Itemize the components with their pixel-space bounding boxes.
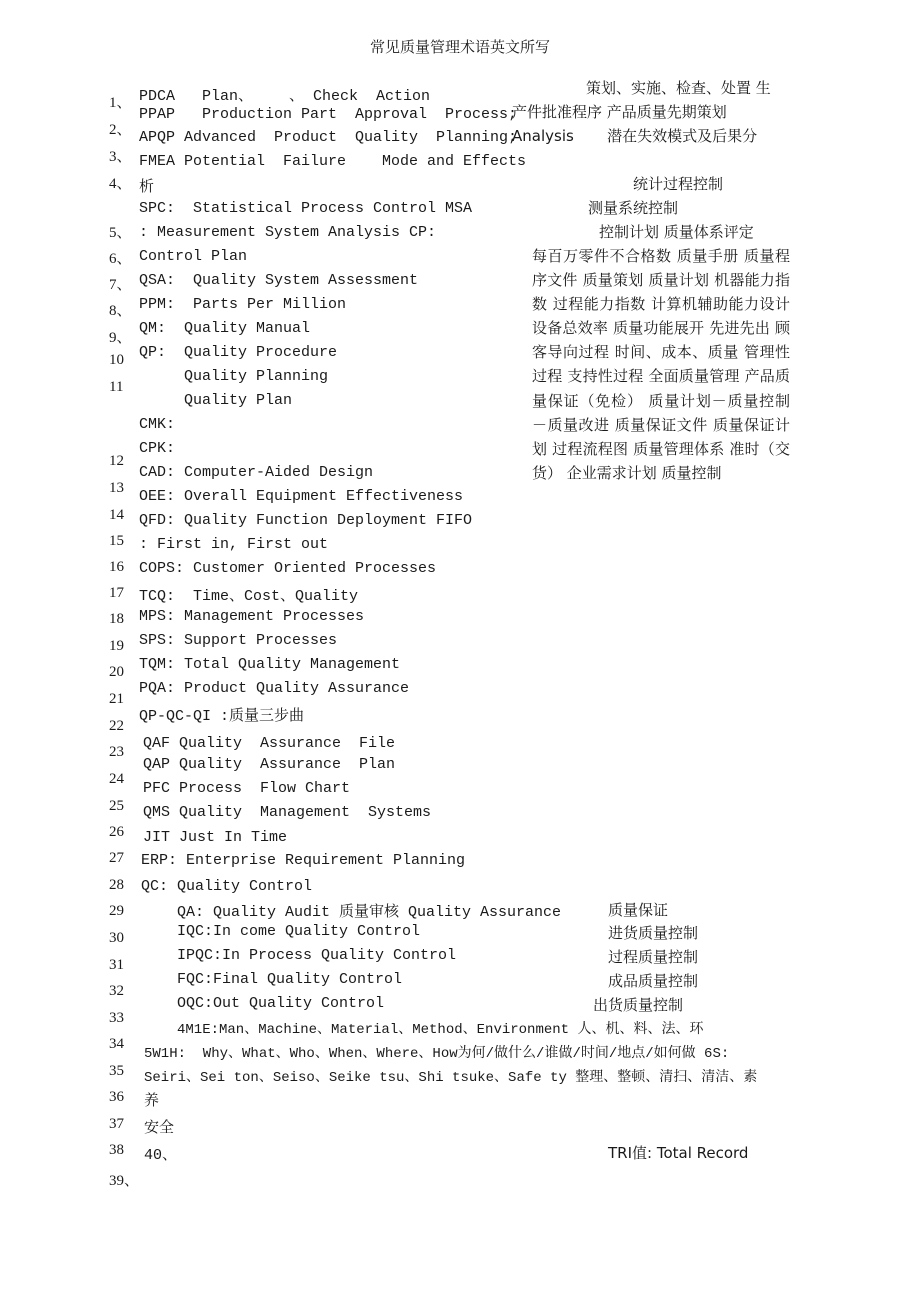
term-line: CMK:: [139, 416, 176, 433]
line-number: 26: [109, 824, 124, 840]
line-number: 25: [109, 798, 124, 814]
term-line: Quality Planning: [139, 368, 329, 385]
line-number: 19: [109, 638, 124, 654]
line-number: 23: [109, 744, 124, 760]
line-number: 3、: [109, 149, 132, 165]
term-line: PDCA Plan、 、 Check Action: [139, 88, 431, 105]
term-line: Seiri、Sei ton、Seiso、Seike tsu、Shi tsuke、Safe ty 整理、整顿、清扫、清洁、素: [144, 1070, 758, 1086]
term-line: 安全: [144, 1118, 175, 1136]
term-line: QP-QC-QI :质量三步曲: [139, 708, 305, 725]
translation-line: 过程质量控制: [608, 948, 699, 966]
line-number: 18: [109, 611, 124, 627]
term-line: CAD: Computer-Aided Design: [139, 464, 374, 481]
term-line: COPS: Customer Oriented Processes: [139, 560, 437, 577]
line-number: 37: [109, 1116, 124, 1132]
term-line: 析: [139, 177, 155, 195]
term-line: MPS: Management Processes: [139, 608, 365, 625]
line-number: 14: [109, 507, 124, 523]
term-line: QMS Quality Management Systems: [143, 804, 432, 821]
term-line: JIT Just In Time: [143, 829, 288, 846]
term-line: QP: Quality Procedure: [139, 344, 338, 361]
line-number: 7、: [109, 277, 132, 293]
term-line: PPM: Parts Per Million: [139, 296, 347, 313]
term-line: SPS: Support Processes: [139, 632, 338, 649]
translation-line: 成品质量控制: [608, 972, 699, 990]
translation-line: 策划、实施、检查、处置 生: [586, 79, 771, 97]
term-line: 养: [144, 1091, 160, 1109]
term-line: QAP Quality Assurance Plan: [143, 756, 396, 773]
term-line: IPQC:In Process Quality Control: [177, 947, 457, 964]
term-line: APQP Advanced Product Quality Planning;: [139, 129, 518, 146]
term-line: QFD: Quality Function Deployment FIFO: [139, 512, 473, 529]
line-number: 2、: [109, 122, 132, 138]
translation-line: 测量系统控制: [588, 199, 679, 217]
line-number: 6、: [109, 251, 132, 267]
term-line: Control Plan: [139, 248, 248, 265]
line-number: 32: [109, 983, 124, 999]
term-line: QAF Quality Assurance File: [143, 735, 396, 752]
line-number: 11: [109, 379, 124, 395]
line-number: 34: [109, 1036, 124, 1052]
term-line: ERP: Enterprise Requirement Planning: [141, 852, 466, 869]
line-number: 8、: [109, 303, 132, 319]
term-line: PFC Process Flow Chart: [143, 780, 351, 797]
line-number: 21: [109, 691, 124, 707]
line-number: 17: [109, 585, 124, 601]
translation-line: 产件批准程序 产品质量先期策划: [512, 103, 727, 121]
term-line: 40、: [144, 1147, 178, 1164]
translation-line: 统计过程控制: [633, 175, 724, 193]
term-line: 4M1E:Man、Machine、Material、Method、Environment 人、机、料、法、环: [177, 1022, 704, 1038]
line-number: 31: [109, 957, 124, 973]
term-line: PQA: Product Quality Assurance: [139, 680, 410, 697]
term-line: TQM: Total Quality Management: [139, 656, 401, 673]
line-number: 24: [109, 771, 124, 787]
line-number: 12: [109, 453, 124, 469]
line-number: 36: [109, 1089, 124, 1105]
translation-line: 质量保证: [608, 901, 669, 919]
line-number: 38: [109, 1142, 124, 1158]
term-line: QC: Quality Control: [141, 878, 313, 895]
line-number: 1、: [109, 95, 132, 111]
term-line: QSA: Quality System Assessment: [139, 272, 419, 289]
translation-line: Analysis 潜在失效模式及后果分: [512, 127, 758, 145]
term-line: FQC:Final Quality Control: [177, 971, 403, 988]
line-number: 33: [109, 1010, 124, 1026]
line-number: 20: [109, 664, 124, 680]
term-line: PPAP Production Part Approval Process;: [139, 106, 518, 123]
translation-line: 出货质量控制: [593, 996, 684, 1014]
line-number: 15: [109, 533, 124, 549]
term-line: OQC:Out Quality Control: [177, 995, 385, 1012]
term-line: : First in, First out: [139, 536, 329, 553]
line-number: 27: [109, 850, 124, 866]
translation-paragraph: 每百万零件不合格数 质量手册 质量程序文件 质量策划 质量计划 机器能力指数 过程能力指数 计算机辅助能力设计 设备总效率 质量功能展开 先进先出 顾客导向过程 时间、成本、质量 管理性过程 支持性过程 全面质量管理 产品质量保证（免检） 质量计划－质量控制－质量改进 质量保证文件 质量保证计划 过程流程图 质量管理体系 准时（交货） 企业需求计划 质量控制: [532, 247, 790, 482]
translation-line: 进货质量控制: [608, 924, 699, 942]
term-line: SPC: Statistical Process Control MSA: [139, 200, 473, 217]
term-line: QM: Quality Manual: [139, 320, 311, 337]
line-number: 16: [109, 559, 124, 575]
line-number: 9、: [109, 330, 132, 346]
term-line: OEE: Overall Equipment Effectiveness: [139, 488, 464, 505]
term-line: QA: Quality Audit 质量审核 Quality Assurance: [177, 904, 562, 921]
line-number: 13: [109, 480, 124, 496]
line-number: 4、: [109, 176, 132, 192]
term-line: IQC:In come Quality Control: [177, 923, 421, 940]
term-line: TCQ: Time、Cost、Quality: [139, 588, 359, 605]
line-number: 28: [109, 877, 124, 893]
line-number: 29: [109, 903, 124, 919]
term-line: 5W1H: Why、What、Who、When、Where、How为何/做什么/谁做/时间/地点/如何做 6S:: [144, 1046, 730, 1062]
term-line: FMEA Potential Failure Mode and Effects: [139, 153, 527, 170]
line-number: 35: [109, 1063, 124, 1079]
line-number: 22: [109, 718, 124, 734]
line-number: 10: [109, 352, 124, 368]
term-line: Quality Plan: [139, 392, 293, 409]
translation-line: TRI值: Total Record: [608, 1144, 749, 1162]
page-title: 常见质量管理术语英文所写: [369, 38, 550, 56]
line-number: 39、: [109, 1173, 140, 1189]
term-line: : Measurement System Analysis CP:: [139, 224, 437, 241]
term-line: CPK:: [139, 440, 176, 457]
line-number: 5、: [109, 225, 132, 241]
line-number: 30: [109, 930, 124, 946]
translation-line: 控制计划 质量体系评定: [599, 223, 754, 241]
